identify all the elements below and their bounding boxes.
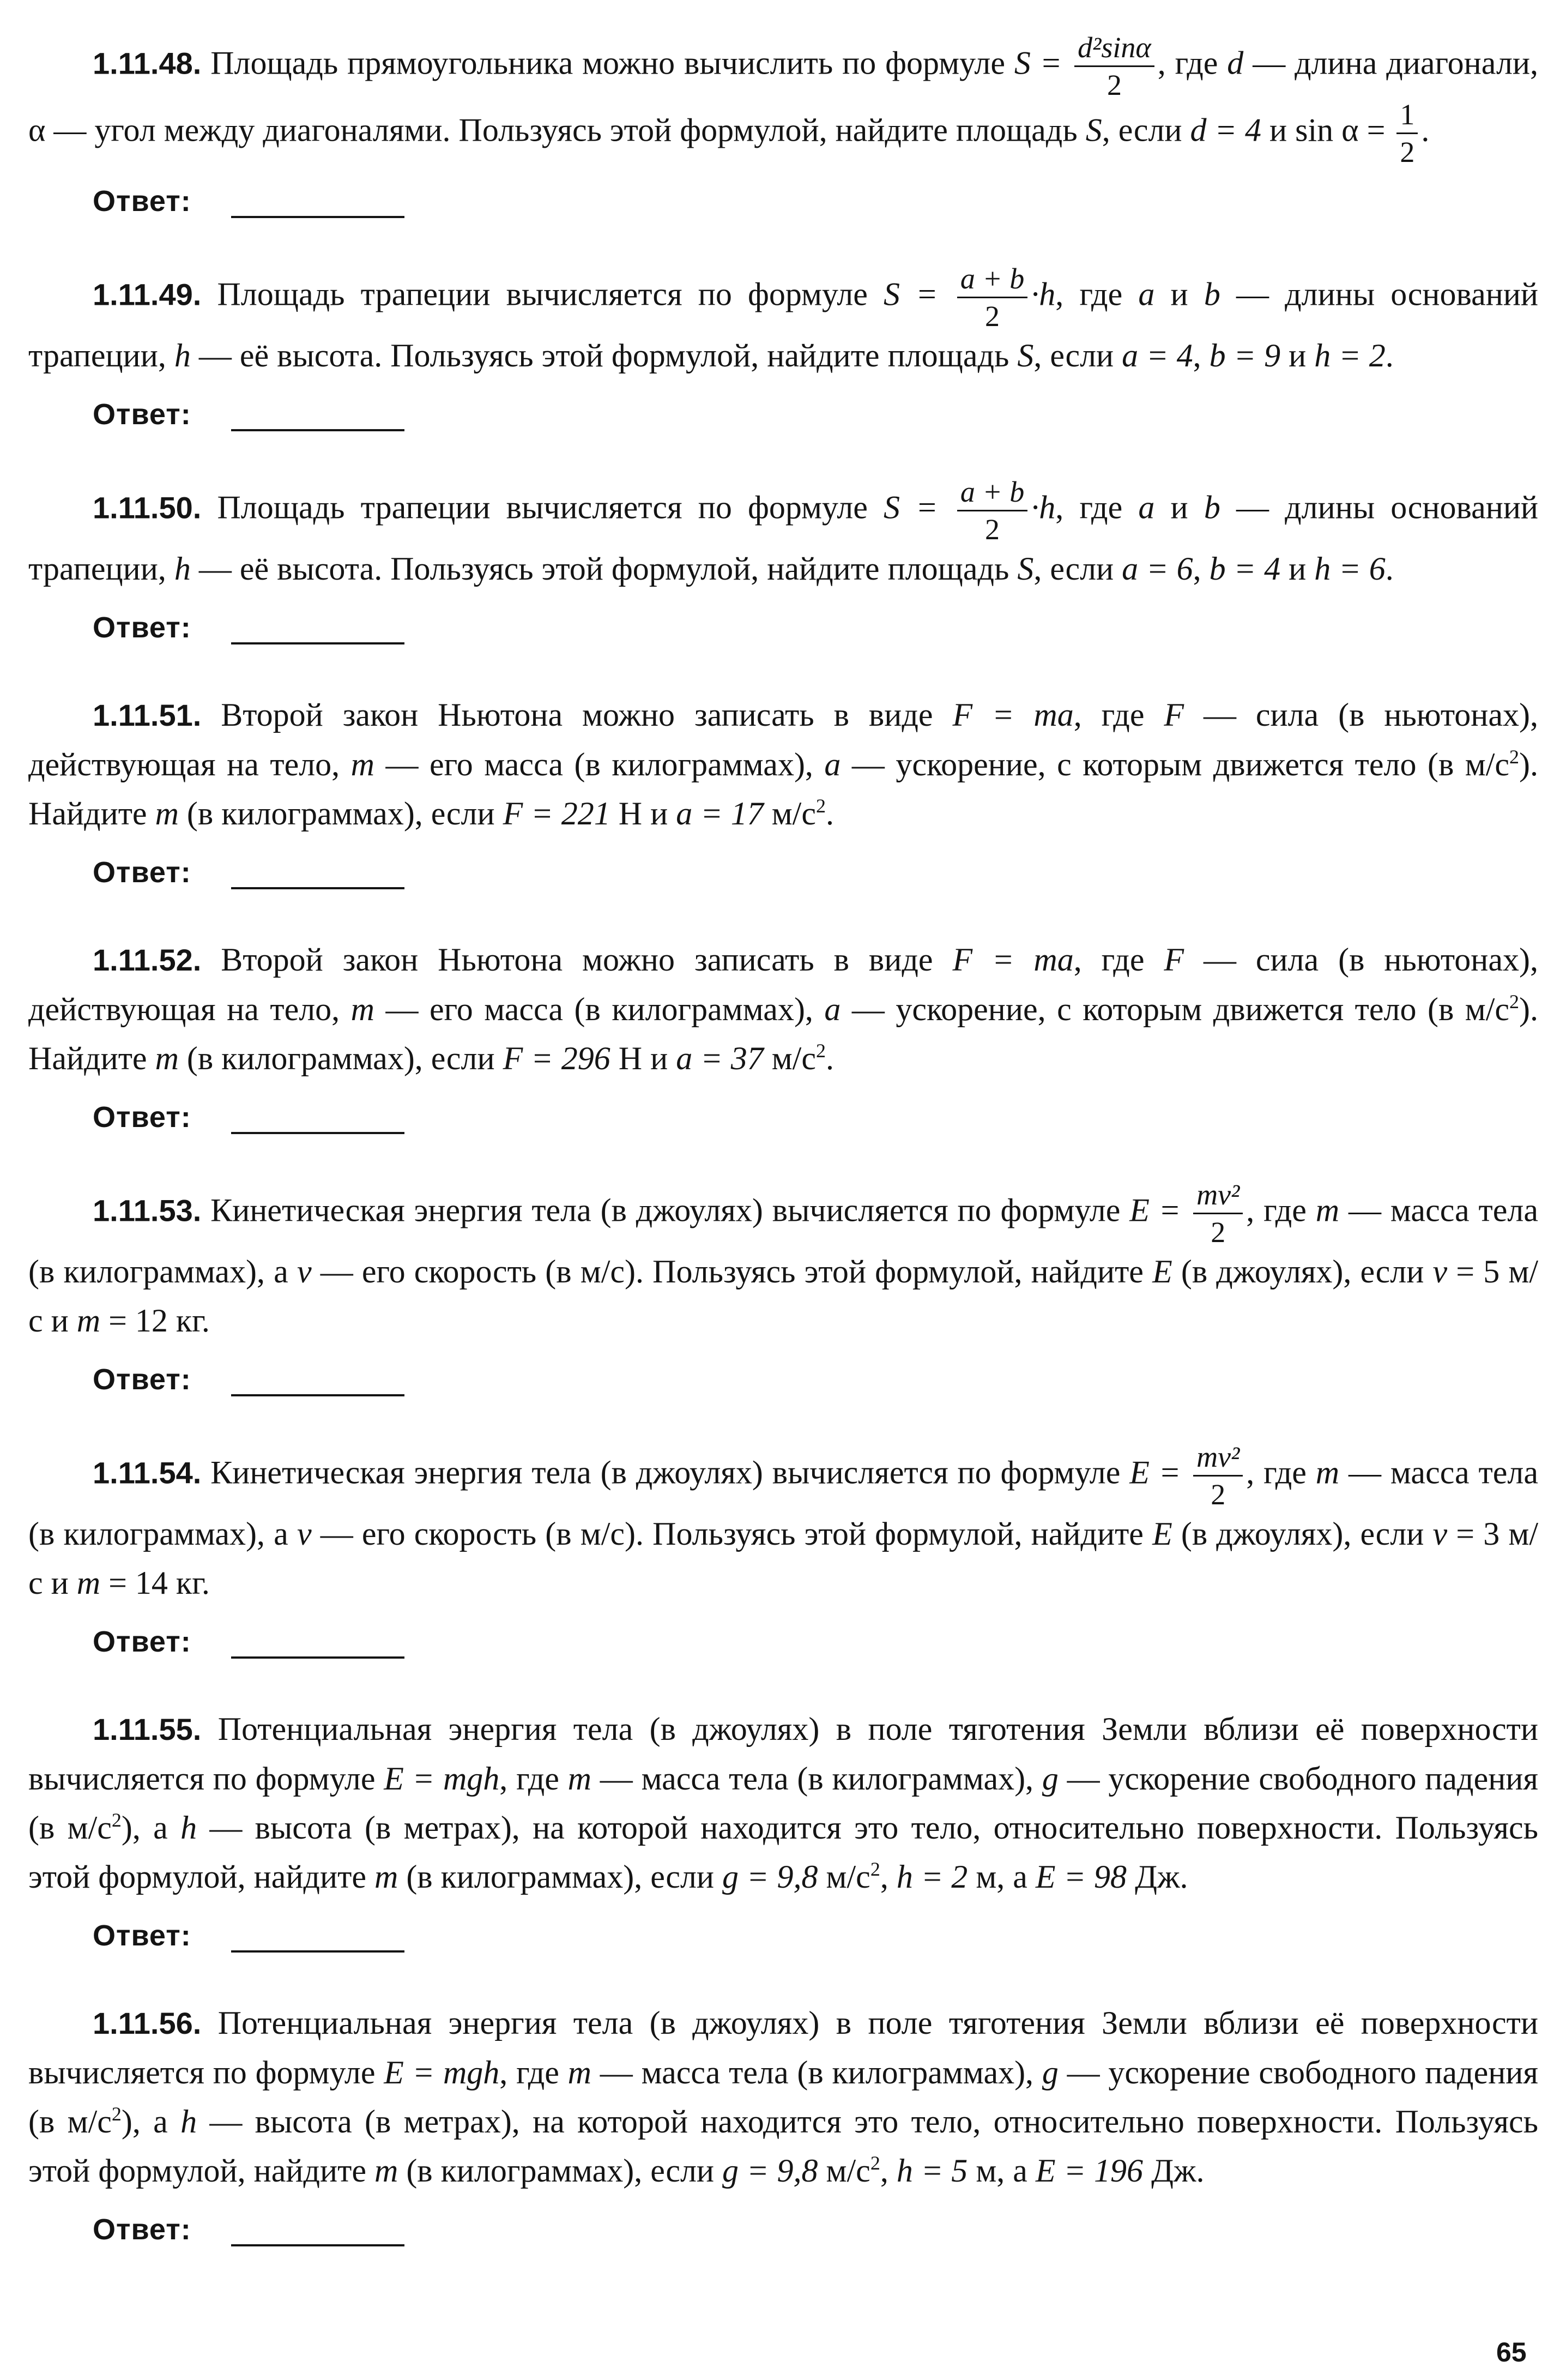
answer-row <box>28 850 1538 899</box>
fraction: $\frac{1}{2}$ <box>1396 100 1418 167</box>
formula: S = <box>884 276 954 312</box>
formula: E = mgh <box>384 1761 500 1797</box>
problem-number: 1.11.50. <box>93 490 202 525</box>
problem-1-11-54 <box>28 1442 1538 1668</box>
problem-number: 1.11.51. <box>93 698 202 732</box>
problem-1-11-49 <box>28 264 1538 441</box>
formula: E = <box>1129 1454 1190 1491</box>
problem-text: 1.11.50. Площадь трапеции вычисляется по формуле S = $\frac{a + b}{2}$ ·h, где a и b — длины оснований трапеции, h — её высота. Пользуясь этой формулой, найдите площадь S, если a = 6, b = 4 и h = 6. <box>28 475 1539 587</box>
problem-text: 1.11.52. Второй закон Ньютона можно записать в виде F = ma, где F — сила (в ньютонах), действующая на тело, m — его масса (в килограммах), a — ускорение, с которым движется тело (в $м/с^2$). Найдите m (в килограммах), если F = 296 Н и a = 37 $м/с^2$. <box>28 942 1539 1076</box>
answer-label: Ответ: <box>93 1363 191 1396</box>
answer-blank[interactable] <box>231 2244 404 2246</box>
problem-number: 1.11.53. <box>93 1193 202 1228</box>
page-number: 65 <box>1496 2337 1527 2367</box>
answer-label: Ответ: <box>93 856 191 889</box>
problem-text: 1.11.48. Площадь прямоугольника можно вычислить по формуле S = $\frac{\text{d²sinα}}{2}$ , где d — длина диагонали, α — угол между диагоналями. Пользуясь этой формулой, найдите площадь S, если d = 4 и sin α = $\frac{1}{2}$ . <box>28 31 1538 168</box>
answer-label: Ответ: <box>93 185 191 218</box>
problem-text: 1.11.55. Потенциальная энергия тела (в джоулях) в поле тяготения Земли вблизи её поверхности вычисляется по формуле E = mgh, где m — масса тела (в килограммах), g — ускорение свободного падения (в $м/с^2$), а h — высота (в метрах), на которой находится это тело, относительно поверхности. Пользуясь этой формулой, найдите m (в килограммах), если g = 9,8 $м/с^2$, h = 2 м, а E = 98 Дж. <box>28 1711 1539 1895</box>
answer-label: Ответ: <box>93 611 191 644</box>
answer-label: Ответ: <box>93 1625 191 1658</box>
problem-1-11-48 <box>28 33 1538 228</box>
answer-blank[interactable] <box>231 1132 404 1134</box>
formula: F = ma <box>952 942 1074 978</box>
problem-text: 1.11.53. Кинетическая энергия тела (в джоулях) вычисляется по формуле E = $\frac{\text{mv²}}{2}$ , где m — масса тела (в килограммах), а v — его скорость (в м/с). Пользуясь этой формулой, найдите E (в джоулях), если v = 5 м/с и m = 12 кг. <box>28 1178 1538 1339</box>
fraction: $\frac{\text{mv²}}{2}$ <box>1193 1442 1243 1509</box>
answer-row <box>28 179 1538 228</box>
answer-row <box>28 1619 1538 1668</box>
problem-text: 1.11.51. Второй закон Ньютона можно записать в виде F = ma, где F — сила (в ньютонах), действующая на тело, m — его масса (в килограммах), a — ускорение, с которым движется тело (в $м/с^2$). Найдите m (в килограммах), если F = 221 Н и a = 17 $м/с^2$. <box>28 697 1539 832</box>
fraction: $\frac{a + b}{2}$ <box>957 264 1027 331</box>
problem-number: 1.11.48. <box>93 46 202 81</box>
answer-row <box>28 605 1538 654</box>
fraction: $\frac{a + b}{2}$ <box>957 477 1027 544</box>
answer-row <box>28 2207 1538 2256</box>
textbook-page <box>28 33 1538 2292</box>
answer-row <box>28 1095 1538 1144</box>
answer-blank[interactable] <box>231 1394 404 1396</box>
fraction: $\frac{\text{mv²}}{2}$ <box>1193 1180 1243 1247</box>
fraction: $\frac{\text{d²sinα}}{2}$ <box>1074 33 1154 100</box>
problem-1-11-53 <box>28 1180 1538 1406</box>
problem-1-11-52 <box>28 935 1538 1144</box>
answer-blank[interactable] <box>231 1656 404 1659</box>
formula: F = ma <box>952 697 1074 733</box>
problem-number: 1.11.49. <box>93 277 202 312</box>
formula: E = mgh <box>384 2054 500 2090</box>
answer-label: Ответ: <box>93 1919 191 1952</box>
problem-text: 1.11.54. Кинетическая энергия тела (в джоулях) вычисляется по формуле E = $\frac{\text{mv²}}{2}$ , где m — масса тела (в килограммах), а v — его скорость (в м/с). Пользуясь этой формулой, найдите E (в джоулях), если v = 3 м/с и m = 14 кг. <box>28 1441 1538 1601</box>
answer-label: Ответ: <box>93 2213 191 2246</box>
problem-1-11-50 <box>28 477 1538 654</box>
formula: S = <box>884 489 954 526</box>
problem-number: 1.11.56. <box>93 2006 202 2040</box>
formula: E = <box>1129 1192 1190 1228</box>
problem-1-11-56 <box>28 1998 1538 2256</box>
problem-text: 1.11.49. Площадь трапеции вычисляется по формуле S = $\frac{a + b}{2}$ ·h, где a и b — длины оснований трапеции, h — её высота. Пользуясь этой формулой, найдите площадь S, если a = 4, b = 9 и h = 2. <box>28 262 1539 373</box>
answer-blank[interactable] <box>231 887 404 889</box>
answer-row <box>28 1913 1538 1962</box>
answer-blank[interactable] <box>231 642 404 644</box>
problem-1-11-51 <box>28 690 1538 899</box>
problem-number: 1.11.54. <box>93 1455 202 1490</box>
formula: S = <box>1014 45 1072 81</box>
answer-blank[interactable] <box>231 216 404 218</box>
problem-1-11-55 <box>28 1704 1538 1962</box>
answer-label: Ответ: <box>93 1101 191 1134</box>
problem-number: 1.11.55. <box>93 1712 202 1746</box>
answer-label: Ответ: <box>93 398 191 431</box>
problem-text: 1.11.56. Потенциальная энергия тела (в джоулях) в поле тяготения Земли вблизи её поверхности вычисляется по формуле E = mgh, где m — масса тела (в килограммах), g — ускорение свободного падения (в $м/с^2$), а h — высота (в метрах), на которой находится это тело, относительно поверхности. Пользуясь этой формулой, найдите m (в килограммах), если g = 9,8 $м/с^2$, h = 5 м, а E = 196 Дж. <box>28 2005 1539 2189</box>
answer-row <box>28 1357 1538 1406</box>
problem-number: 1.11.52. <box>93 943 202 977</box>
answer-blank[interactable] <box>231 1950 404 1953</box>
answer-blank[interactable] <box>231 429 404 431</box>
answer-row <box>28 392 1538 441</box>
